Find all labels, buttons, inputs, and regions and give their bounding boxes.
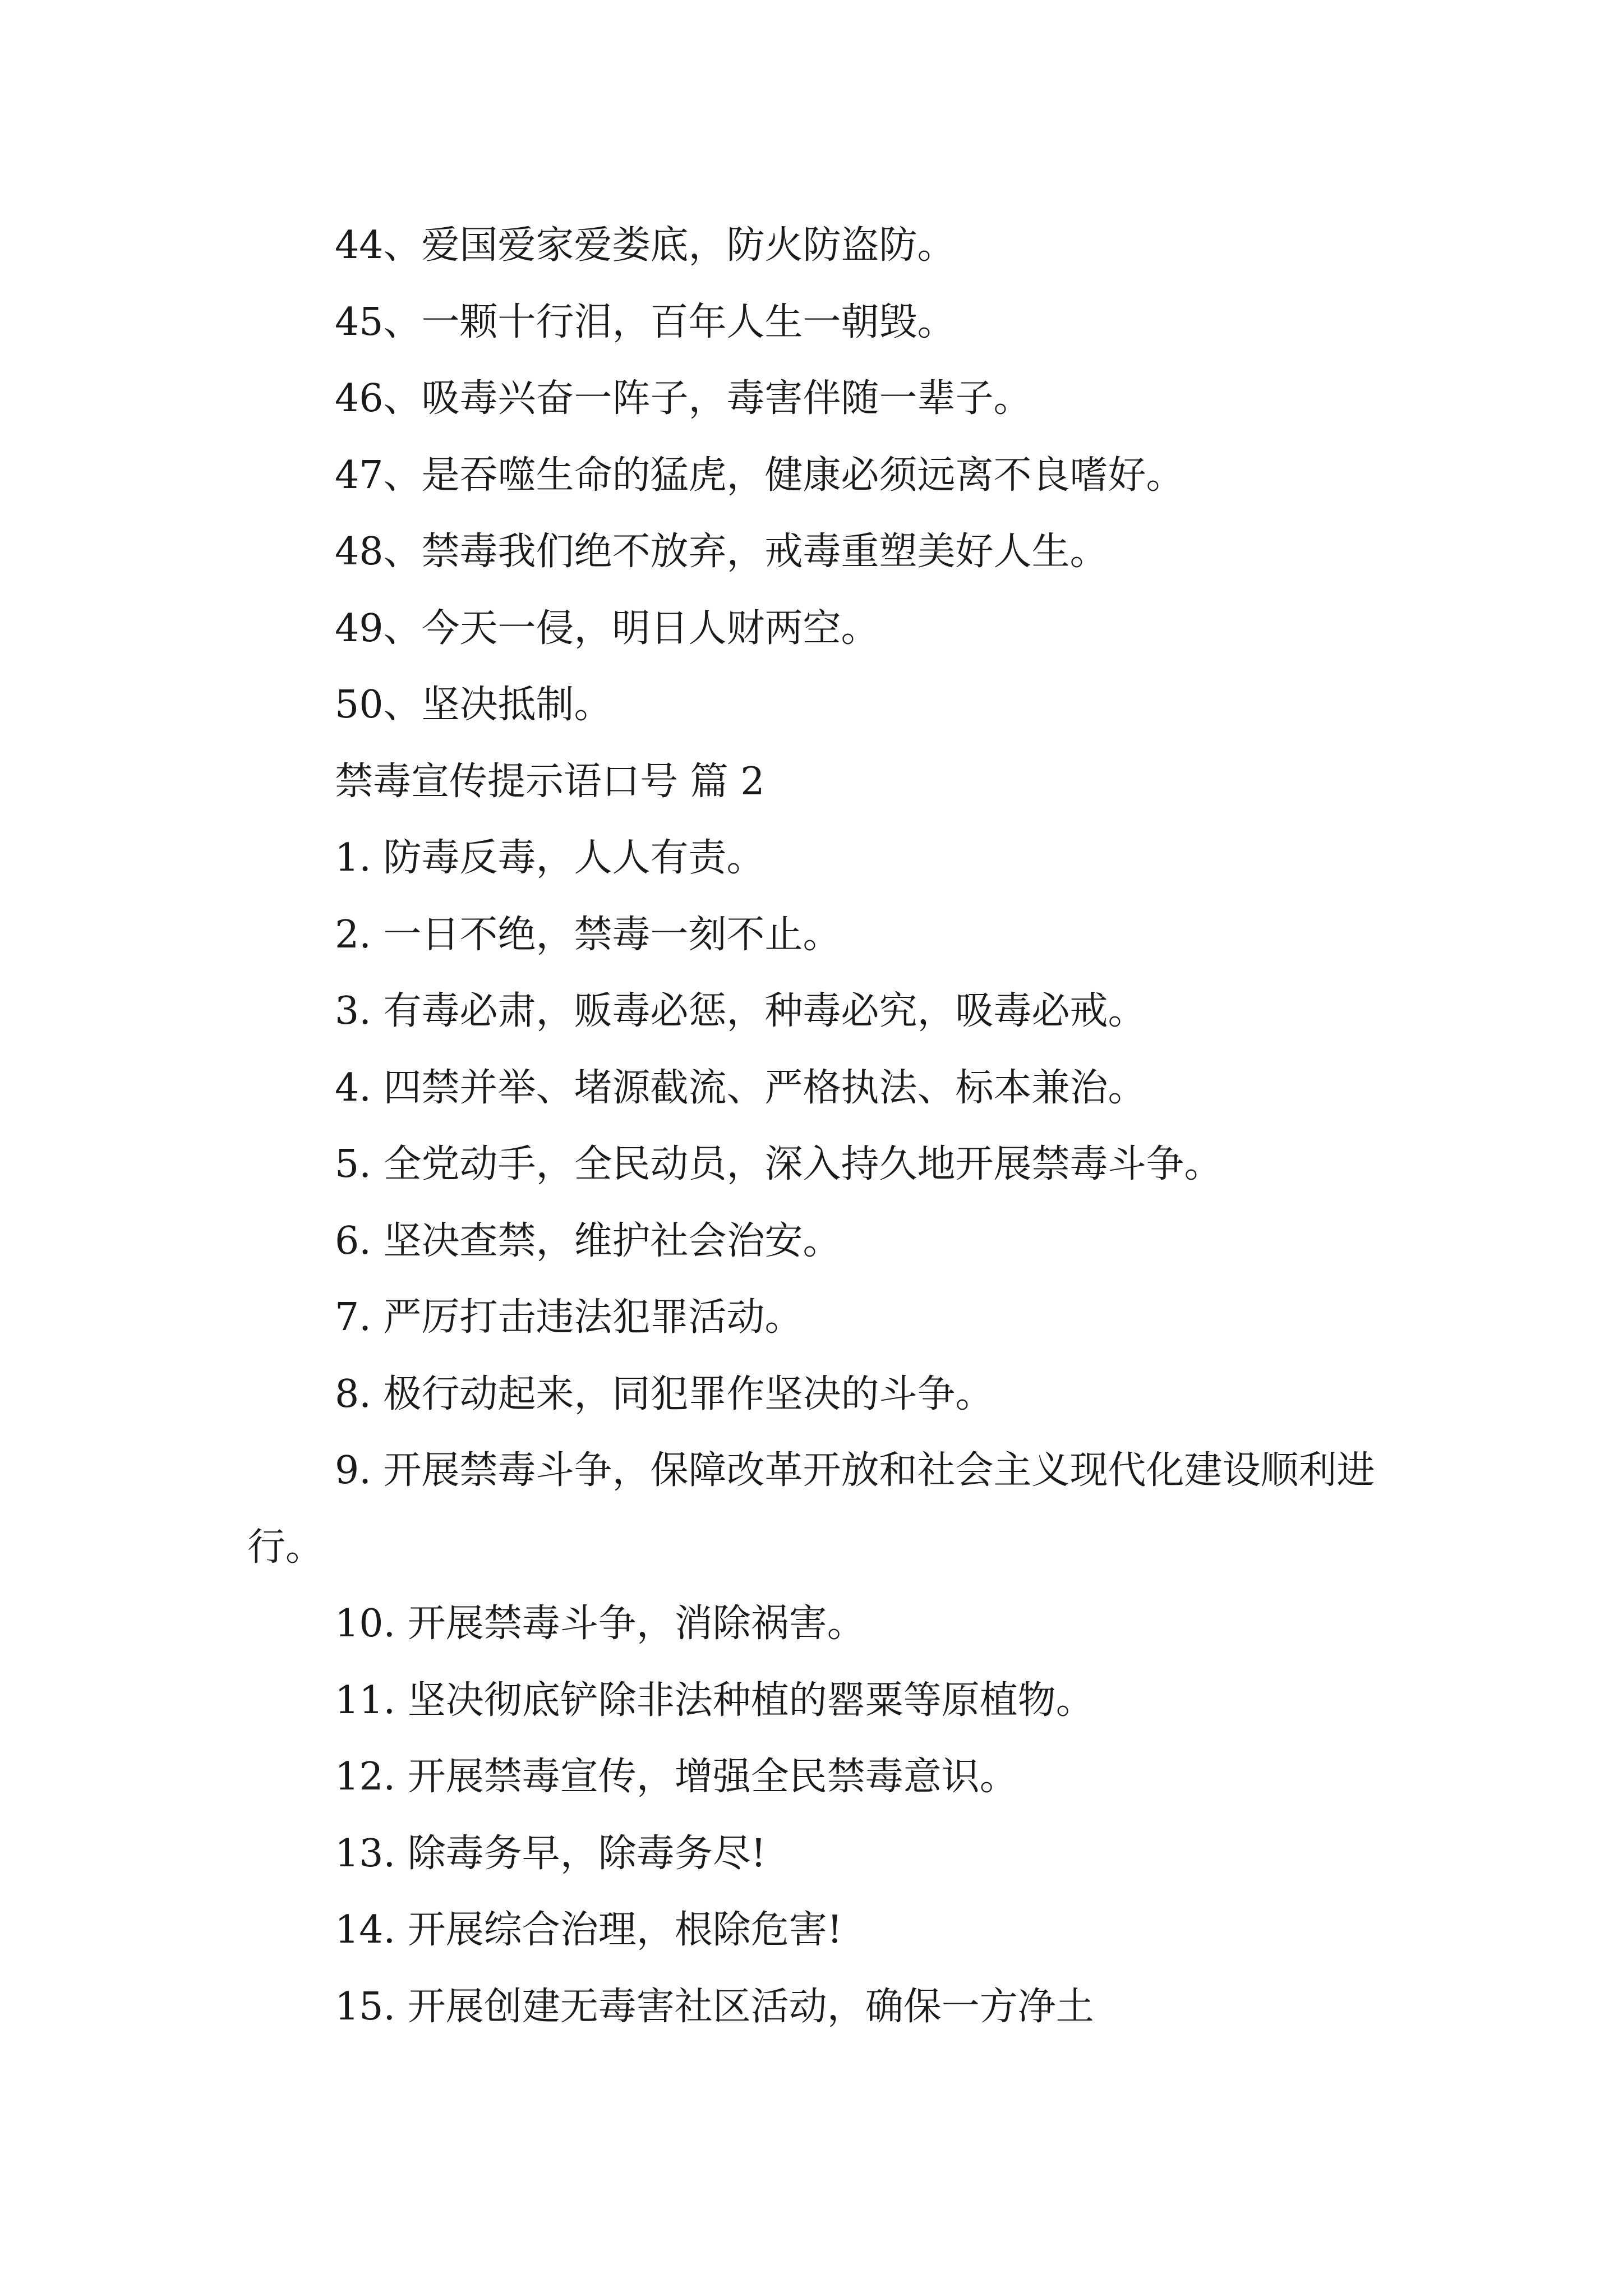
slogan-line: 8. 极行动起来，同犯罪作坚决的斗争。 [335,1372,994,1416]
document-body [247,208,1386,2045]
slogan-line: 6. 坚决查禁，维护社会治安。 [335,1218,841,1263]
section-heading: 禁毒宣传提示语口号 篇 2 [335,759,765,804]
slogan-line: 49、今天一侵，明日人财两空。 [335,606,879,651]
slogan-line: 46、吸毒兴奋一阵子，毒害伴随一辈子。 [335,376,1032,421]
slogan-line: 48、禁毒我们绝不放弃，戒毒重塑美好人生。 [335,530,1108,574]
slogan-line: 50、坚决抵制。 [335,683,612,727]
slogan-line: 47、是吞噬生命的猛虎，健康必须远离不良嗜好。 [335,453,1184,498]
slogan-line: 45、一颗十行泪，百年人生一朝毁。 [335,300,956,344]
slogan-line: 7. 严厉打击违法犯罪活动。 [335,1295,803,1340]
slogan-line: 15. 开展创建无毒害社区活动，确保一方净土 [335,1984,1094,2029]
slogan-line: 11. 坚决彻底铲除非法种植的罂粟等原植物。 [335,1678,1094,1723]
slogan-line: 2. 一日不绝，禁毒一刻不止。 [335,912,841,957]
slogan-line: 9. 开展禁毒斗争，保障改革开放和社会主义现代化建设顺利进行。 [247,1448,1375,1570]
slogan-line: 1. 防毒反毒，人人有责。 [335,836,765,880]
slogan-line: 5. 全党动手，全民动员，深入持久地开展禁毒斗争。 [335,1142,1223,1186]
slogan-line: 10. 开展禁毒斗争，消除祸害。 [335,1602,865,1646]
slogan-line: 12. 开展禁毒宣传，增强全民禁毒意识。 [335,1755,1018,1799]
slogan-line: 14. 开展综合治理，根除危害! [335,1908,843,1952]
slogan-line: 3. 有毒必肃，贩毒必惩，种毒必究，吸毒必戒。 [335,989,1146,1033]
slogan-line: 4. 四禁并举、堵源截流、严格执法、标本兼治。 [335,1065,1146,1110]
slogan-line: 44、爱国爱家爱娄底，防火防盗防。 [335,223,956,268]
slogan-line: 13. 除毒务早，除毒务尽! [335,1831,767,1876]
